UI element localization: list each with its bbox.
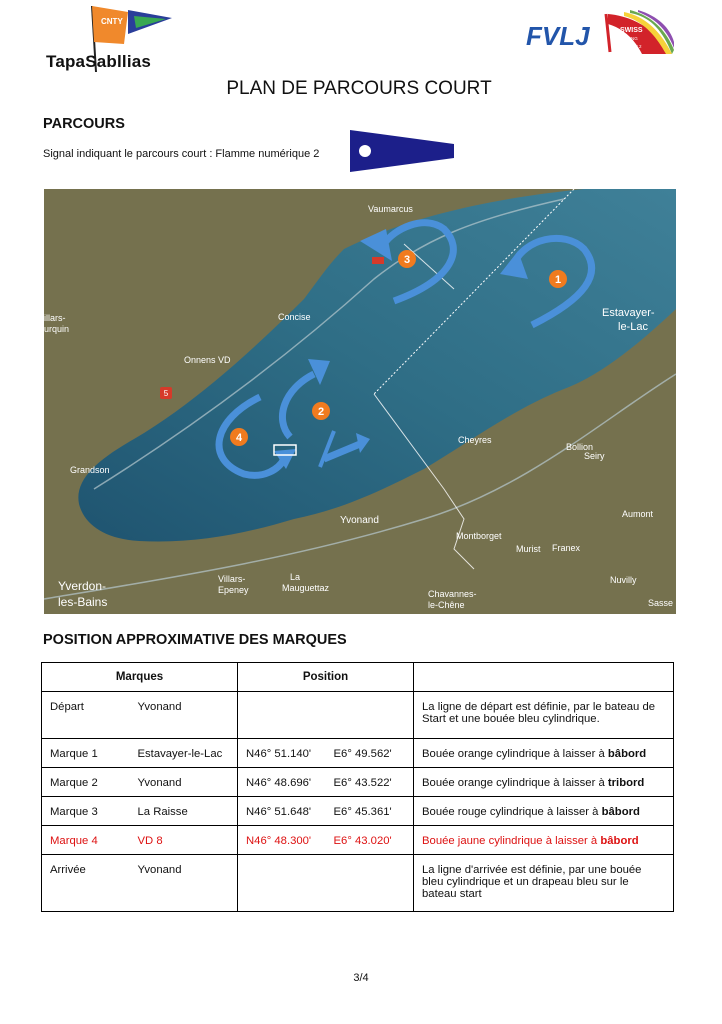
cell-place: La Raisse (130, 797, 238, 826)
map-label: Bollion (566, 442, 594, 452)
mark-3 (398, 250, 416, 268)
cell-description: Bouée orange cylindrique à laisser à bâbord (414, 739, 674, 768)
map-label: Estavayer- (602, 307, 655, 319)
map-label: illars- (44, 313, 66, 323)
table-row-highlighted (42, 826, 674, 855)
cell-place: Yvonand (130, 768, 238, 797)
cell-mark: Départ (42, 692, 130, 739)
cell-lon: E6° 43.020' (326, 826, 414, 855)
svg-text:3: 3 (403, 254, 411, 266)
cell-mark: Arrivée (42, 855, 130, 912)
cell-description: La ligne d'arrivée est définie, par une bouée bleu cylindrique et un drapeau bleu sur le bateau start (414, 855, 674, 912)
fvlj-logo-text: FVLJ (526, 21, 590, 51)
cell-place: Yvonand (130, 692, 238, 739)
cell-description: Bouée rouge cylindrique à laisser à bâbord (414, 797, 674, 826)
cell-lon: E6° 45.361' (326, 797, 414, 826)
map-label: le-Lac (618, 321, 648, 333)
map-label: urquin (44, 324, 70, 334)
course-map (44, 189, 676, 614)
marks-table (41, 662, 674, 912)
cell-place: Estavayer-le-Lac (130, 739, 238, 768)
svg-text:2: 2 (317, 406, 325, 418)
swiss-text: SWISS (620, 27, 643, 34)
column-header-empty (414, 663, 674, 692)
sailing-text: SAILING (620, 36, 638, 41)
cell-mark: Marque 3 (42, 797, 130, 826)
page-title: PLAN DE PARCOURS COURT (226, 78, 492, 99)
map-label: Epeney (218, 585, 249, 595)
table-row (42, 692, 674, 739)
cell-description: La ligne de départ est définie, par le bateau de Start et une bouée bleu cylindrique. (414, 692, 674, 739)
map-label: Villars- (218, 574, 246, 584)
mark-4 (230, 428, 248, 446)
cell-mark: Marque 1 (42, 739, 130, 768)
region-text: REGION 2 (620, 44, 642, 49)
cell-description: Bouée orange cylindrique à laisser à tribord (414, 768, 674, 797)
map-label: Murist (516, 544, 541, 554)
cell-description: Bouée jaune cylindrique à laisser à bâbord (414, 826, 674, 855)
cell-lat (238, 692, 326, 739)
map-label: Seiry (584, 451, 605, 461)
map-label: La (290, 572, 301, 582)
cell-lat: N46° 48.696' (238, 768, 326, 797)
table-header (42, 663, 674, 692)
cell-mark: Marque 4 (42, 826, 130, 855)
map-label: Concise (278, 312, 311, 322)
parcours-heading: PARCOURS (43, 116, 125, 132)
table-row (42, 797, 674, 826)
cell-place: Yvonand (130, 855, 238, 912)
map-label: Chavannes- (428, 589, 477, 599)
cell-mark: Marque 2 (42, 768, 130, 797)
cell-lon (326, 855, 414, 912)
cell-lon: E6° 43.522' (326, 768, 414, 797)
map-label: les-Bains (58, 595, 108, 609)
logo-flag-text: CNTY (101, 17, 123, 26)
mark-2 (312, 402, 330, 420)
signal-description: Signal indiquant le parcours court : Flamme numérique 2 (43, 148, 320, 160)
svg-text:4: 4 (235, 432, 243, 444)
column-header-position: Position (238, 663, 414, 692)
map-label: Cheyres (458, 435, 492, 445)
cell-lat (238, 855, 326, 912)
map-label: Sasse (648, 598, 674, 608)
fvlj-logo (526, 8, 674, 58)
cell-lon: E6° 49.562' (326, 739, 414, 768)
svg-text:1: 1 (554, 274, 562, 286)
column-header-marques: Marques (42, 663, 238, 692)
map-label: le-Chêne (428, 600, 465, 610)
svg-text:5: 5 (163, 389, 169, 398)
cell-lat: N46° 48.300' (238, 826, 326, 855)
map-label: Montborget (456, 531, 502, 541)
map-label: Yvonand (340, 515, 379, 526)
cell-lat: N46° 51.140' (238, 739, 326, 768)
table-row (42, 855, 674, 912)
map-label: Nuvilly (610, 575, 637, 585)
map-label: Yverdon- (58, 579, 107, 593)
harbour-marker (372, 257, 384, 264)
map-label: Vaumarcus (368, 204, 413, 214)
map-label: Grandson (70, 465, 110, 475)
cell-lat: N46° 51.648' (238, 797, 326, 826)
map-label: Franex (552, 543, 581, 553)
numeral-pennant-2-icon (348, 128, 456, 174)
map-label: Aumont (622, 509, 654, 519)
table-row (42, 739, 674, 768)
map-label: Onnens VD (184, 355, 231, 365)
club-logo-text: TapaSabllias (46, 52, 152, 71)
cell-place: VD 8 (130, 826, 238, 855)
page-number: 3/4 (353, 972, 369, 984)
table-row (42, 768, 674, 797)
positions-heading: POSITION APPROXIMATIVE DES MARQUES (43, 632, 347, 648)
map-label: Mauguettaz (282, 583, 330, 593)
mark-1 (549, 270, 567, 288)
cell-lon (326, 692, 414, 739)
